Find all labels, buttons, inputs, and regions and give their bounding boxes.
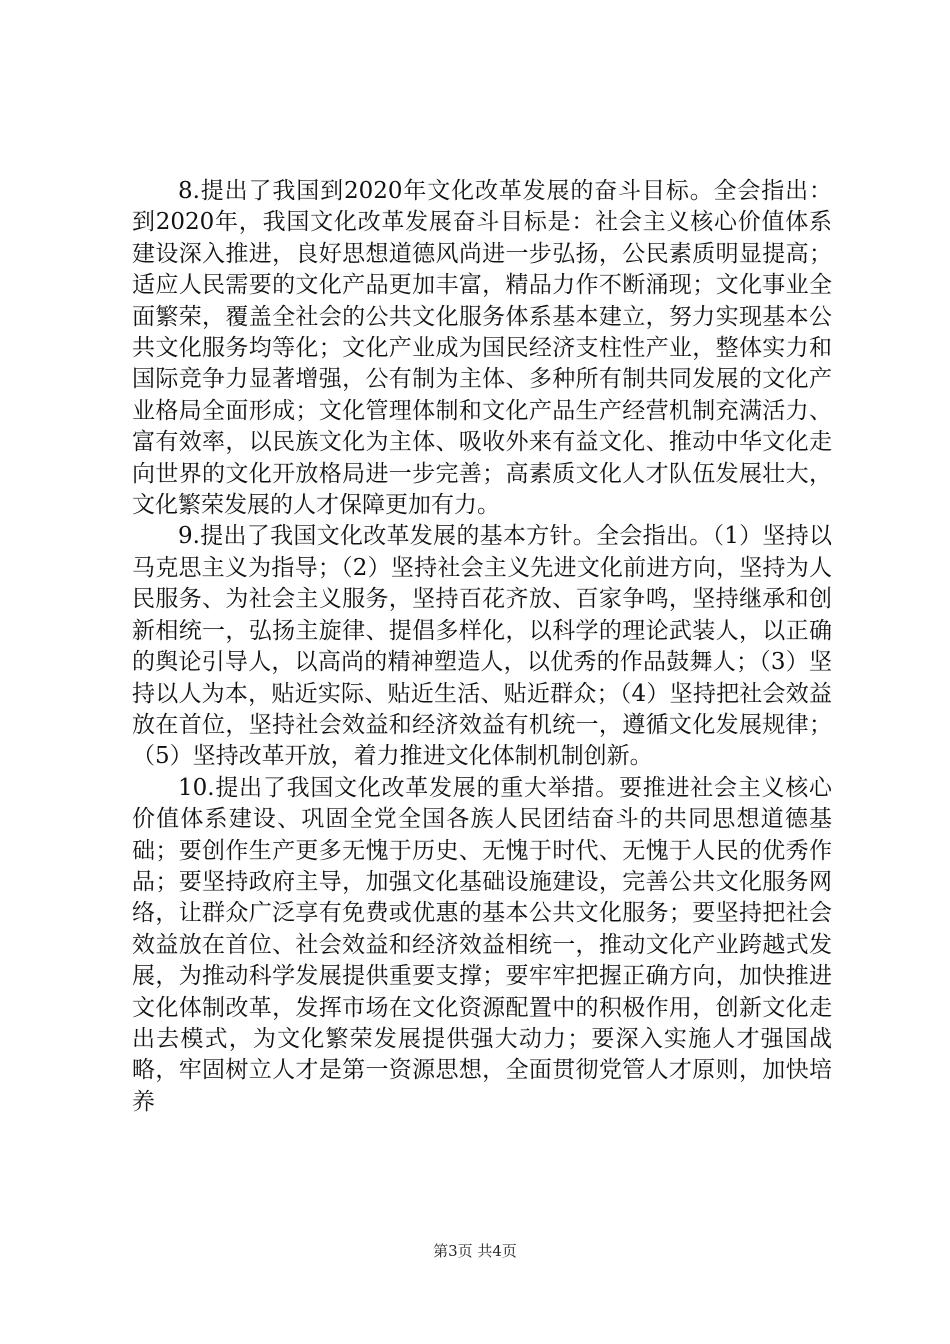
page-number-footer: 第3页 共4页 — [433, 1242, 517, 1260]
paragraph-measures: 10.提出了我国文化改革发展的重大举措。要推进社会主义核心价值体系建设、巩固全党全国各族人民团结奋斗的共同思想道德基础；要创作生产更多无愧于历史、无愧于时代、无愧于人民的优秀作品；要坚持政府主导，加强文化基础设施建设，完善公共文化服务网络，让群众广泛享有免费或优惠的基本公共文化服务；要坚持把社会效益放在首位、社会效益和经济效益相统一，推动文化产业跨越式发展，为推动科学发展提供重要支撑；要牢牢把握正确方向，加快推进文化体制改革，发挥市场在文化资源配置中的积极作用，创新文化走出去模式，为文化繁荣发展提供强大动力；要深入实施人才强国战略，牢固树立人才是第一资源思想，全面贯彻党管人才原则，加快培养 — [132, 774, 832, 1115]
paragraph-principles: 9.提出了我国文化改革发展的基本方针。全会指出。（1）坚持以马克思主义为指导；（2）坚持社会主义先进文化前进方向，坚持为人民服务、为社会主义服务，坚持百花齐放、百家争鸣，坚持继承和创新相统一，弘扬主旋律、提倡多样化，以科学的理论武装人，以正确的舆论引导人，以高尚的精神塑造人，以优秀的作品鼓舞人；（3）坚持以人为本，贴近实际、贴近生活、贴近群众；（4）坚持把社会效益放在首位，坚持社会效益和经济效益有机统一，遵循文化发展规律；（5）坚持改革开放，着力推进文化体制机制创新。 — [132, 523, 832, 770]
document-body — [132, 176, 832, 1118]
paragraph-goals: 8.提出了我国到2020年文化改革发展的奋斗目标。全会指出：到2020年，我国文化改革发展奋斗目标是：社会主义核心价值体系建设深入推进，良好思想道德风尚进一步弘扬，公民素质明显提高；适应人民需要的文化产品更加丰富，精品力作不断涌现；文化事业全面繁荣，覆盖全社会的公共文化服务体系基本建立，努力实现基本公共文化服务均等化；文化产业成为国民经济支柱性产业，整体实力和国际竞争力显著增强，公有制为主体、多种所有制共同发展的文化产业格局全面形成；文化管理体制和文化产品生产经营机制充满活力、富有效率，以民族文化为主体、吸收外来有益文化、推动中华文化走向世界的文化开放格局进一步完善；高素质文化人才队伍发展壮大，文化繁荣发展的人才保障更加有力。 — [132, 178, 832, 519]
